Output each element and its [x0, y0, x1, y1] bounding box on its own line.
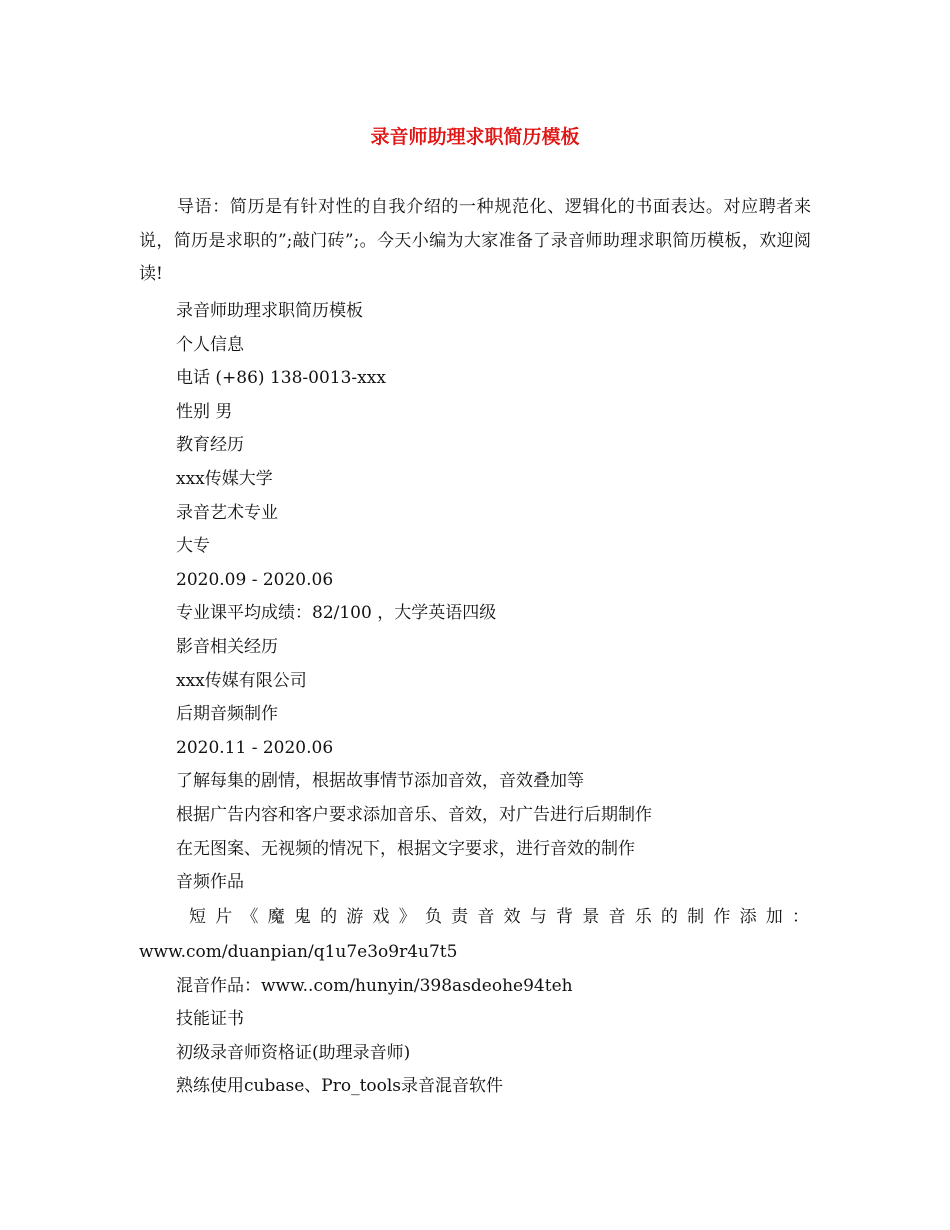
gender-line: 性别 男	[176, 401, 233, 422]
experience-dates-line: 2020.11 - 2020.06	[176, 737, 334, 758]
duty-line: 了解每集的剧情，根据故事情节添加音效，音效叠加等	[176, 771, 584, 792]
intro-paragraph: 导语：简历是有针对性的自我介绍的一种规范化、逻辑化的书面表达。对应聘者来说，简历是求职的”;敲门砖”;。今天小编为大家准备了录音师助理求职简历模板，欢迎阅读!	[139, 197, 811, 284]
resume-body	[0, 295, 950, 1104]
section-heading-personal: 个人信息	[176, 334, 244, 355]
company-line: xxx传媒有限公司	[176, 670, 307, 691]
section-heading-works: 音频作品	[176, 872, 244, 893]
position-line: 后期音频制作	[176, 704, 278, 725]
duty-line: 根据广告内容和客户要求添加音乐、音效，对广告进行后期制作	[176, 804, 652, 825]
document-title: 录音师助理求职简历模板	[370, 126, 580, 148]
works-line-short-film	[0, 900, 811, 970]
section-heading-education: 教育经历	[176, 435, 244, 456]
mixing-works-line: 混音作品：www..com/hunyin/398asdeohe94teh	[176, 975, 573, 996]
degree-line: 大专	[176, 536, 210, 557]
phone-line: 电话 (+86) 138-0013-xxx	[176, 368, 386, 389]
skill-line: 熟练使用cubase、Pro_tools录音混音软件	[176, 1076, 504, 1097]
major-line: 录音艺术专业	[176, 502, 278, 523]
school-line: xxx传媒大学	[176, 468, 273, 489]
duty-line: 在无图案、无视频的情况下，根据文字要求，进行音效的制作	[176, 838, 635, 859]
education-dates-line: 2020.09 - 2020.06	[176, 569, 334, 590]
certificate-line: 初级录音师资格证(助理录音师)	[176, 1042, 411, 1063]
works-line-url: www.com/duanpian/q1u7e3o9r4u7t5	[139, 941, 458, 962]
section-heading-experience: 影音相关经历	[176, 636, 278, 657]
grades-line: 专业课平均成绩：82/100 ，大学英语四级	[176, 603, 497, 624]
section-heading-certificates: 技能证书	[176, 1009, 244, 1030]
text-line: 录音师助理求职简历模板	[176, 301, 363, 321]
works-line-label: 短片《魔鬼的游戏》负责音效与背景音乐的制作添加：	[189, 906, 811, 927]
